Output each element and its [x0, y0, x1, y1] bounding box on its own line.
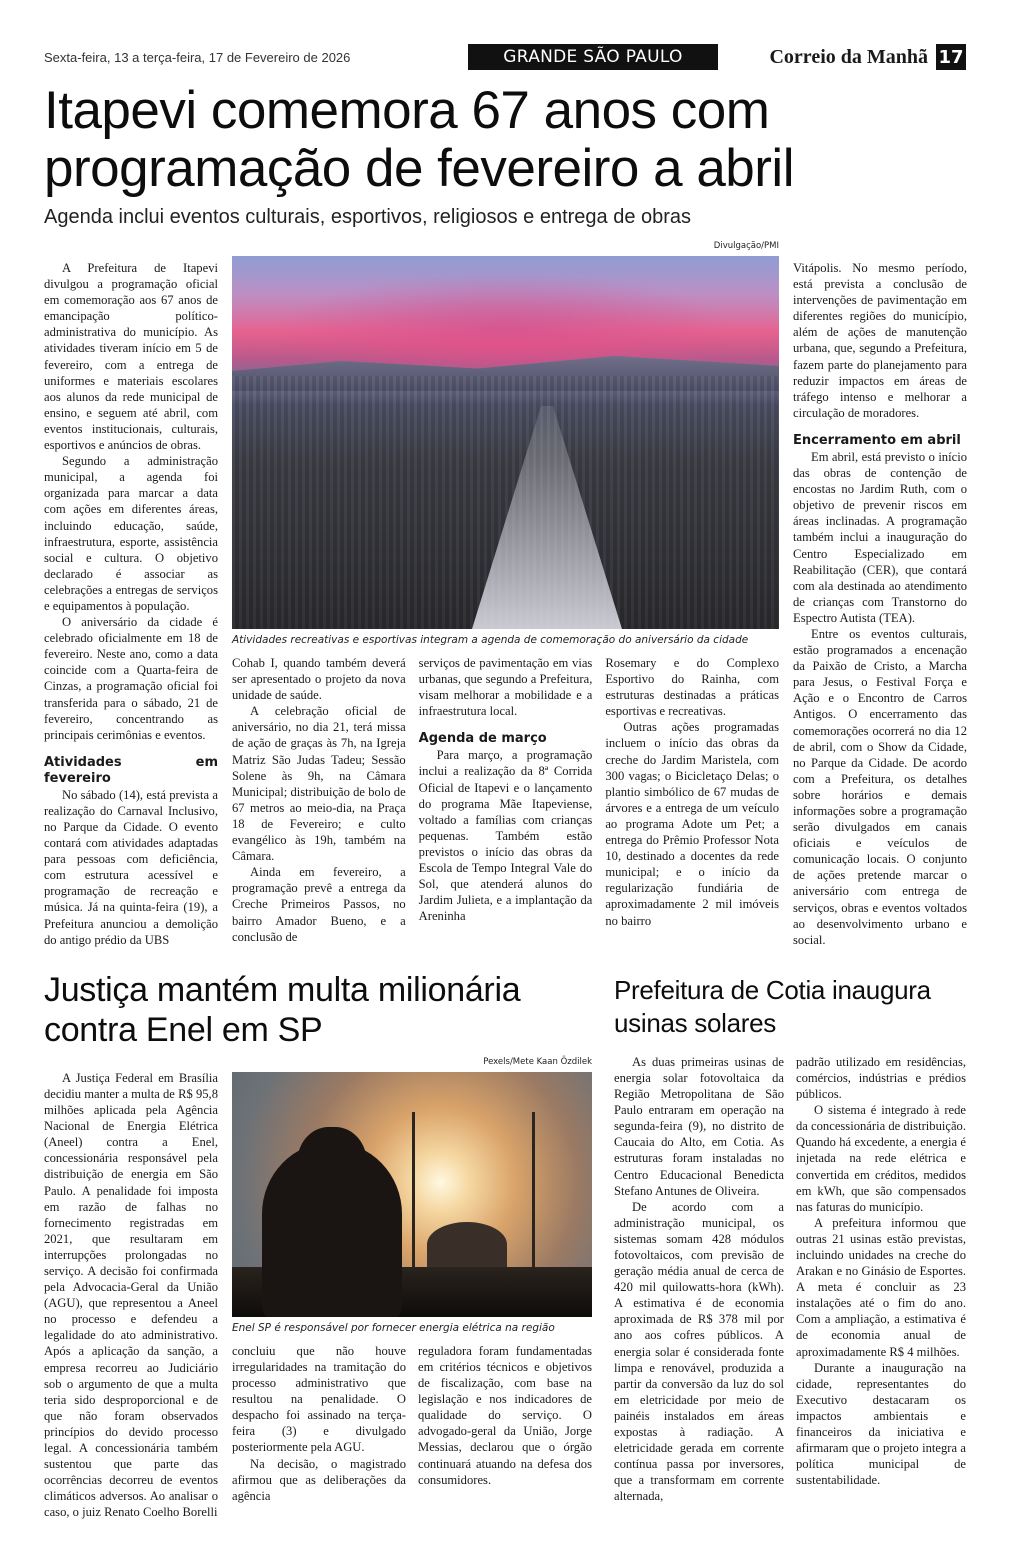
itapevi-aerial-photo — [232, 256, 779, 629]
article3-headline: Prefeitura de Cotia inaugura usinas solares — [614, 974, 931, 1038]
article1-column-3 — [419, 655, 593, 945]
photo2-credit: Pexels/Mete Kaan Özdilek — [483, 1056, 592, 1067]
paragraph: O aniversário da cidade é celebrado oficialmente em 18 de fevereiro. Neste ano, como a data coincide com a Quarta-feira de Cinzas, a programação oficial foi transferida para o sábado, 21 de fevereiro, concentrando as principais cerimônias e eventos. — [44, 615, 218, 742]
page-number: 17 — [936, 44, 966, 70]
enel-silhouette-photo — [232, 1072, 592, 1317]
article2 — [44, 970, 592, 1521]
section-heading-feb: Atividades em fevereiro — [44, 754, 218, 786]
paragraph: concluiu que não houve irregularidades na tramitação do processo administrativo que resultou na penalidade. O despacho foi assinado na terça-feira (3) e divulgado posteriormente pela AGU. — [232, 1343, 406, 1455]
article3-column-1 — [614, 1054, 784, 1505]
article3-column-2 — [796, 1054, 966, 1505]
paragraph: reguladora foram fundamentadas em critérios técnicos e objetivos de fiscalização, com base na legislação e nos indicadores de qualidade do serviço. O advogado-geral da União, Jorge Messias, declarou que o órgão continuará atuando na defesa dos consumidores. — [418, 1343, 592, 1487]
article2-body — [44, 1056, 592, 1521]
article1-column-5 — [793, 240, 967, 948]
lower-section — [44, 970, 966, 1521]
article2-column-3 — [418, 1343, 592, 1504]
paragraph: Para março, a programação inclui a realização da 8ª Corrida Oficial de Itapevi e o lançamento do programa Mãe Itapeviense, voltado a famílias com crianças pequenas. Também estão previstos o início das obras da Escola de Tempo Integral Vale do Sol, que atenderá alunos do Jardim Julieta, e a implantação da Areninha — [418, 748, 593, 924]
article1-center-columns — [232, 655, 779, 945]
article2-right — [232, 1056, 592, 1504]
newspaper-brand: Correio da Manhã — [769, 45, 928, 68]
paragraph: O sistema é integrado à rede da concessionária de distribuição. Quando há excedente, a energia é injetada na rede elétrica e convertida em créditos, medidos em kWh, que são compensados nas faturas do município. — [796, 1103, 966, 1214]
paragraph: serviços de pavimentação em vias urbanas, que segundo a Prefeitura, visam melhorar a mobilidade e a infraestrutura local. — [418, 656, 593, 719]
paragraph: padrão utilizado em residências, comércios, indústrias e prédios públicos. — [796, 1054, 966, 1102]
paragraph: Outras ações programadas incluem o início das obras da creche do Jardim Maristela, com 300 vagas; o Bicicletaço Delas; o plantio simbólico de 67 mudas de árvores e a entrega de um veículo ao programa Adote um Pet; a entrega do Prêmio Professor Nota 10, destinado a docentes da rede municipal; e o início da regularização fundiária de aproximadamente 2 mil imóveis no bairro — [605, 720, 780, 928]
paragraph: Durante a inauguração na cidade, representantes do Executivo destacaram os impactos ambientais e financeiros da iniciativa e afirmaram que o projeto integra a política municipal de sustentabilidade. — [796, 1360, 966, 1488]
paragraph: No sábado (14), está prevista a realização do Carnaval Inclusivo, no Parque da Cidade. O evento contará com atividades adaptadas para pessoas com deficiência, com estrutura acessível e programação de recreação e música. Já na quinta-feira (19), a Prefeitura anunciou a demolição do antigo prédio da UBS — [44, 787, 218, 947]
article1-column-1 — [44, 240, 218, 948]
photo1-caption: Atividades recreativas e esportivas integram a agenda de comemoração do aniversário da cidade — [232, 634, 749, 646]
paragraph: De acordo com a administração municipal, os sistemas somam 428 módulos fotovoltaicos, com previsão de geração média anual de cerca de 420 mil quilowatts-hora (kWh). A estimativa é de economia aproximada de R$ 378 mil por ano aos cofres públicos. A energia solar é considerada fonte limpa e renovável, produzida a partir da conversão da luz do sol em eletricidade por meio de painéis instalados em áreas expostas à radiação. A eletricidade gerada em corrente contínua passa por inversores, que a transformam em corrente alternada, — [614, 1199, 784, 1504]
paragraph: A Prefeitura de Itapevi divulgou a programação oficial em comemoração aos 67 anos de emancipação político-administrativa do município. As atividades tiveram início em 5 de fevereiro, com a entrega de uniformes e materiais escolares aos alunos da rede municipal de ensino, e seguem até abril, com eventos institucionais, culturais, esportivos e anúncios de obras. — [44, 261, 218, 453]
article1-subhead: Agenda inclui eventos culturais, esportivos, religiosos e entrega de obras — [44, 206, 692, 228]
article1-column-4 — [605, 655, 779, 945]
section-heading-apr: Encerramento em abril — [793, 432, 961, 448]
article3 — [614, 970, 966, 1505]
article1-headline: Itapevi comemora 67 anos com programação de fevereiro a abril — [44, 81, 794, 198]
article1-body — [44, 240, 966, 948]
article3-body — [614, 1054, 966, 1505]
issue-date: Sexta-feira, 13 a terça-feira, 17 de Fevereiro de 2026 — [44, 49, 351, 65]
article2-right-columns — [232, 1343, 592, 1504]
paragraph: As duas primeiras usinas de energia solar fotovoltaica da Região Metropolitana de São Paulo entraram em operação na segunda-feira (9), no distrito de Caucaia do Alto, em Cotia. As estruturas foram instaladas no Centro Educacional Benedicta Stefano Antunes de Oliveira. — [614, 1054, 784, 1198]
photo2-caption: Enel SP é responsável por fornecer energia elétrica na região — [232, 1321, 555, 1334]
paragraph: A Justiça Federal em Brasília decidiu manter a multa de R$ 95,8 milhões aplicada pela Agência Nacional de Energia Elétrica (Aneel) contra a Enel, concessionária responsável pela distribuição de energia em São Paulo. A penalidade foi imposta em razão de falhas no fornecimento registradas em 2021, que resultaram em interrupções prolongadas no serviço. A decisão foi confirmada pela Advocacia-Geral da União (AGU), que representou a Aneel no processo e defendeu a legalidade do ato administrativo. Após a aplicação da sanção, a empresa recorreu ao Judiciário sob o argumento de que a multa teria sido desproporcional e de que não foram observados princípios do devido processo legal. A concessionária também sustentou que parte das ocorrências decorreu de eventos climáticos adversos. Ao analisar o caso, o juiz Renato Coelho Borelli — [44, 1070, 218, 1520]
paragraph: Segundo a administração municipal, a agenda foi organizada para marcar a data com ações em diferentes áreas, incluindo educação, saúde, infraestrutura, esporte, assistência social e cultura. O objetivo declarado é associar as celebrações a entregas de serviços e equipamentos à população. — [44, 454, 218, 613]
paragraph: Em abril, está previsto o início das obras de contenção de encostas no Jardim Ruth, com o objetivo de prevenir riscos em áreas inclinadas. A programação também inclui a inauguração do Centro Especializado em Reabilitação (CER), que contará com ala destinada ao atendimento de crianças com Transtorno do Espectro Autista (TEA). — [793, 449, 967, 625]
paragraph: Rosemary e do Complexo Esportivo do Rainha, com estruturas destinadas a práticas esportivas e recreativas. — [605, 656, 780, 719]
paragraph: Ainda em fevereiro, a programação prevê a entrega da Creche Primeiros Passos, no bairro Amador Bueno, e a conclusão de — [232, 865, 406, 944]
page-header — [44, 44, 966, 70]
paragraph: Vitápolis. No mesmo período, está prevista a conclusão de intervenções de pavimentação em diferentes regiões do município, além de ações de manutenção urbana, que, segundo a Prefeitura, fazem parte do planejamento para reduzir impactos em áreas de tráfego intenso e melhorar a circulação de moradores. — [793, 261, 967, 420]
section-label: GRANDE SÃO PAULO — [468, 44, 718, 70]
paragraph: A celebração oficial de aniversário, no dia 21, terá missa de ação de graças às 7h, na Igreja Matriz São Judas Tadeu; Sessão Solene às 9h, na Câmara Municipal; distribuição de bolo de 67 metros ao meio-dia, na Praça 18 de Fevereiro; e culto evangélico às 19h, também na Câmara. — [232, 704, 406, 864]
article2-column-1 — [44, 1056, 218, 1521]
article2-column-2 — [232, 1343, 406, 1504]
article1-center — [232, 240, 779, 945]
paragraph: Na decisão, o magistrado afirmou que as deliberações da agência — [232, 1456, 406, 1503]
paragraph: Entre os eventos culturais, estão programados a encenação da Paixão de Cristo, a Marcha para Jesus, o Festival Força e Ação e o Encontro de Carros Antigos. O encerramento das comemorações ocorrerá no dia 12 de abril, com o Show da Cidade, no Parque da Cidade. De acordo com a Prefeitura, os detalhes sobre horários e demais informações sobre a programação serão divulgados em canais oficiais e veículos de comunicação locais. O conjunto de ações pretende marcar o aniversário com entrega de serviços, obras e eventos voltados ao desenvolvimento urbano e social. — [793, 626, 967, 947]
photo1-credit: Divulgação/PMI — [713, 241, 779, 251]
article2-headline: Justiça mantém multa milionária contra Enel em SP — [44, 970, 521, 1049]
paragraph: Cohab I, quando também deverá ser apresentado o projeto da nova unidade de saúde. — [232, 656, 406, 703]
section-heading-mar: Agenda de março — [418, 731, 547, 747]
article1-column-2 — [232, 655, 406, 945]
paragraph: A prefeitura informou que outras 21 usinas estão previstas, incluindo unidades na creche do Arakan e no Ginásio de Esportes. A meta é concluir as 23 instalações até o fim do ano. Com a ampliação, a estimativa é de economia anual de aproximadamente R$ 4 milhões. — [796, 1215, 966, 1359]
